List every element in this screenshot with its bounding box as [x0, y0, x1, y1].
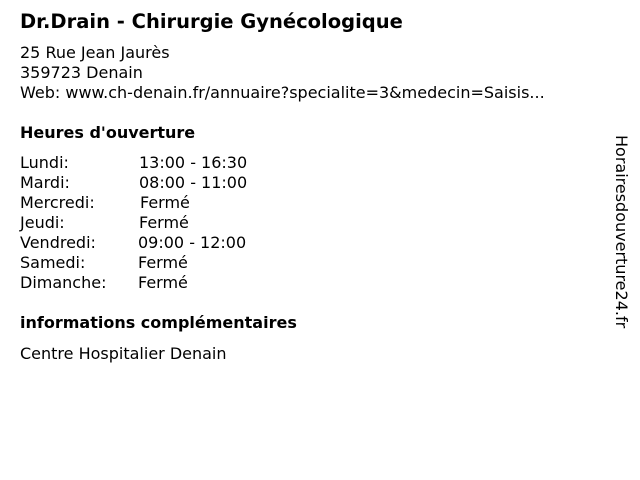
day-label: Dimanche:	[20, 273, 107, 292]
day-label: Mercredi:	[20, 193, 95, 212]
hours-value: Fermé	[138, 273, 188, 292]
address-block	[20, 43, 545, 103]
day-label: Jeudi:	[20, 213, 65, 232]
hours-value: Fermé	[138, 253, 188, 272]
hours-value: 08:00 - 11:00	[139, 173, 248, 192]
street-address: 25 Rue Jean Jaurès	[20, 43, 170, 62]
city-postal: 359723 Denain	[20, 63, 143, 82]
site-watermark	[611, 135, 631, 345]
hours-value: Fermé	[139, 213, 189, 232]
watermark-text: Horairesdouverture24.fr	[612, 135, 631, 329]
additional-info-heading: informations complémentaires	[20, 313, 297, 332]
opening-hours-heading: Heures d'ouverture	[20, 123, 196, 142]
day-label: Vendredi:	[20, 233, 96, 252]
hours-value: 09:00 - 12:00	[138, 233, 247, 252]
hours-value: Fermé	[140, 193, 190, 212]
day-label: Lundi:	[20, 153, 69, 172]
day-label: Mardi:	[20, 173, 70, 192]
page-title: Dr.Drain - Chirurgie Gynécologique	[20, 10, 403, 33]
day-label: Samedi:	[20, 253, 86, 272]
hours-value: 13:00 - 16:30	[139, 153, 248, 172]
additional-info-text: Centre Hospitalier Denain	[20, 344, 227, 363]
website-link[interactable]: Web: www.ch-denain.fr/annuaire?specialite=3&medecin=Saisis...	[20, 83, 545, 102]
